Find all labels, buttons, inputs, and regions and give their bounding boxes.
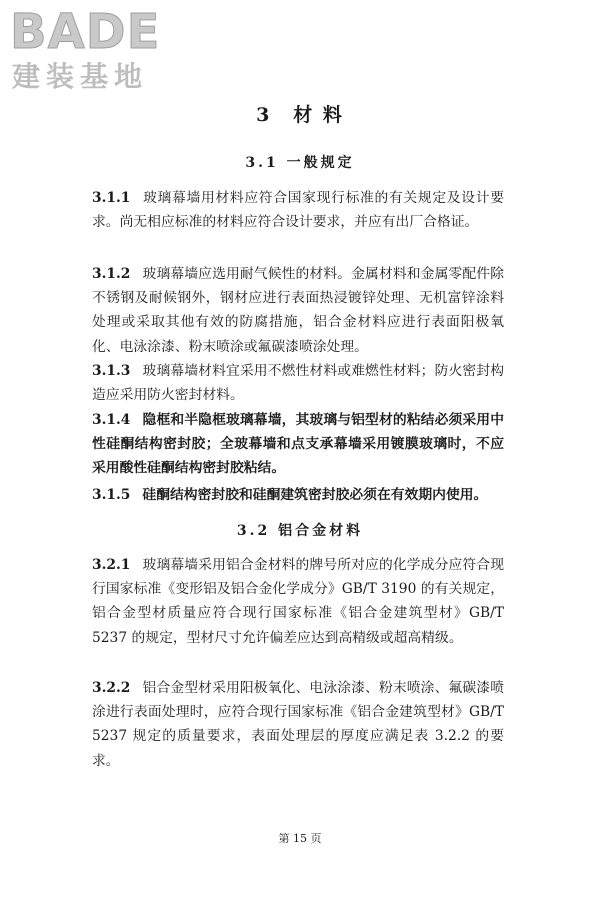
clause-number: 3.1.3 bbox=[92, 363, 131, 379]
clause-3-1-4 bbox=[92, 408, 504, 481]
clause-number: 3.1.2 bbox=[92, 266, 131, 282]
clause-text: 隐框和半隐框玻璃幕墙，其玻璃与铝型材的粘结必须采用中性硅酮结构密封胶；全玻幕墙和点支承幕墙采用镀膜玻璃时，不应采用酸性硅酮结构密封胶粘结。 bbox=[92, 412, 504, 477]
logo-subtitle: 建装基地 bbox=[12, 60, 149, 93]
logo-brand-text: BADE bbox=[10, 4, 161, 60]
clause-text: 铝合金型材采用阳极氧化、电泳涂漆、粉末喷涂、氟碳漆喷涂进行表面处理时，应符合现行国家标准《铝合金建筑型材》GB/T 5237 规定的质量要求，表面处理层的厚度应满足表 3.2.2 的要求。 bbox=[92, 680, 504, 769]
clause-text: 硅酮结构密封胶和硅酮建筑密封胶必须在有效期内使用。 bbox=[142, 487, 488, 503]
chapter-name: 材 料 bbox=[293, 104, 344, 126]
logo bbox=[10, 6, 180, 96]
clause-3-2-1 bbox=[92, 553, 504, 650]
clause-text: 玻璃幕墙用材料应符合国家现行标准的有关规定及设计要求。尚无相应标准的材料应符合设计要求，并应有出厂合格证。 bbox=[92, 190, 504, 231]
section-title-3-1: 3.1 一般规定 bbox=[245, 155, 355, 171]
chapter-number: 3 bbox=[256, 104, 272, 126]
clause-number: 3.1.1 bbox=[92, 190, 131, 206]
clause-number: 3.2.1 bbox=[92, 557, 131, 573]
section-title-3-2: 3.2 铝合金材料 bbox=[236, 523, 364, 539]
clause-3-1-5 bbox=[92, 483, 504, 507]
clause-text: 玻璃幕墙材料宜采用不燃性材料或难燃性材料；防火密封构造应采用防火密封材料。 bbox=[92, 363, 504, 404]
clause-number: 3.1.4 bbox=[92, 412, 131, 428]
clause-3-2-2 bbox=[92, 676, 504, 773]
clause-3-1-3 bbox=[92, 359, 504, 407]
clause-3-1-2 bbox=[92, 262, 504, 359]
clause-text: 玻璃幕墙采用铝合金材料的牌号所对应的化学成分应符合现行国家标准《变形铝及铝合金化学成分》GB/T 3190 的有关规定，铝合金型材质量应符合现行国家标准《铝合金建筑型材》GB/T 5237 的规定，型材尺寸允许偏差应达到高精级或超高精级。 bbox=[92, 557, 504, 646]
clause-3-1-1 bbox=[92, 186, 504, 234]
chapter-title bbox=[0, 100, 600, 127]
clause-number: 3.2.2 bbox=[92, 680, 131, 696]
clause-text: 玻璃幕墙应选用耐气候性的材料。金属材料和金属零配件除不锈钢及耐候钢外，钢材应进行表面热浸镀锌处理、无机富锌涂料处理或采取其他有效的防腐措施，铝合金材料应进行表面阳极氧化、电泳涂漆、粉末喷涂或氟碳漆喷涂处理。 bbox=[92, 266, 504, 355]
page-number: 第 15 页 bbox=[278, 832, 322, 845]
clause-number: 3.1.5 bbox=[92, 487, 131, 503]
